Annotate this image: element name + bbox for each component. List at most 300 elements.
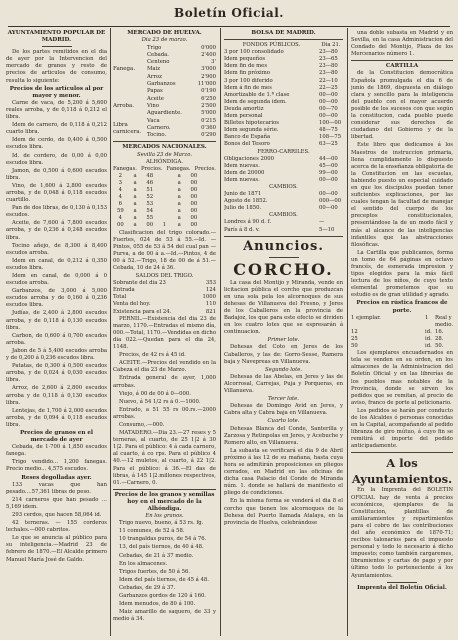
column-rule	[220, 28, 221, 636]
fondo-name: Junio de 1871	[224, 191, 262, 198]
grid-cell	[157, 208, 172, 215]
grid-row	[113, 208, 216, 215]
price-label: Aceite	[147, 95, 164, 102]
paragraph: Entrada general de ayer, 1,000 arrobas.	[113, 375, 216, 389]
price-row	[147, 52, 216, 59]
paragraph: una doble subasta en Madrid y en Sevilla, en la casa Administracion del Condado del Montijo, Plaza de los Mercenarios número 1.	[351, 30, 453, 58]
section-title: BOLSA DE MADRID.	[251, 30, 316, 36]
grid-cell: a	[133, 222, 137, 229]
paragraph: Pan de dos libras, de 0,130 á 0,153 escudos.	[6, 205, 107, 219]
paragraph: Cebadas, de 29 á 37.	[119, 584, 176, 591]
grid-row	[113, 215, 216, 222]
grid-cell: 1	[162, 222, 167, 229]
divider	[351, 60, 453, 61]
fondos-row	[224, 141, 343, 148]
grid-cell: 00	[190, 208, 198, 215]
price-label: Papas	[147, 87, 163, 94]
saldo-row	[113, 287, 216, 294]
fondo-name: 3 por 100 diferido	[224, 77, 273, 84]
paragraph: 42 terneras. — 155 corderos lechales.—000 cabritos.	[6, 520, 107, 534]
section-title: Precios de los granos y semillas hoy en el mercado de la Alhóndiga.	[114, 491, 215, 512]
divider	[224, 236, 343, 237]
paragraph: Idem en canal, de 0,212 á 0,350 escudos libra.	[6, 257, 107, 271]
price-category: Arroba.	[113, 102, 135, 109]
paragraph: PERNIL.—Existencia del dia 23 de marzo, 1170.—Entradas el mismo día, 000.—Total, 1170.—Vendidas en dicho dia 022.—Quedan para el dia 24, 1148.	[113, 315, 216, 351]
paragraph: Id. de cordero, de 0,00 á 0,00 escudos libra.	[6, 152, 107, 166]
price-label: Garbanzos	[147, 80, 176, 87]
column-cartilla	[351, 30, 453, 636]
column-mercados	[113, 30, 216, 636]
section-heading: Precios de los artículos al por mayor y menor.	[9, 85, 104, 99]
price-row	[351, 336, 453, 343]
price-row	[147, 125, 216, 132]
fondo-value: 99—00	[319, 169, 338, 176]
fondo-name: Idem fin próximo	[224, 70, 270, 77]
fondos-row	[224, 227, 343, 234]
price-row	[147, 103, 216, 110]
price-row	[351, 343, 453, 350]
price-label: Aguardiente.	[147, 110, 182, 117]
paragraph: Este libro que dedicamos á los Maestros de instruccion primaria, llena cumplidamente lo dispuesto acerca de la enseñanza obligatoria de la Constitucion en las escuelas, habiendo puesto un especial cuidado en que los discípulos puedan tener suficientes explicaciones, por las cuales tengan la facultad de manejar el sentido del cuerpo de los preceptos constitucionales, presentándose la de un modo fácil y más al alcance de las inteligencias infantiles que las abstracciones filosóficas.	[351, 142, 453, 248]
fondo-value: —	[319, 219, 325, 226]
paragraph: Dehesas de Domingo Avid en Jeres, y Cabra alta y Cabra baja en Villanueva.	[224, 403, 343, 417]
grid-cell: 00	[190, 215, 198, 222]
lote-heading: Segundo lote.	[264, 366, 303, 373]
fondo-value: 108—75	[319, 134, 342, 141]
grid-cell: 51	[146, 186, 154, 193]
grid-cell: a	[133, 172, 137, 179]
grid-cell: a	[133, 201, 137, 208]
price-label: Vaca	[147, 118, 160, 125]
fondo-name: Agosto de 1852.	[224, 198, 268, 205]
paragraph: ACEITE.—Precios del vendido en la Cabeza el dia 23 de Marzo.	[113, 360, 216, 374]
fondo-value: 00—00	[319, 91, 338, 98]
fondos-row	[224, 198, 343, 205]
grid-header	[113, 166, 216, 173]
subheading: En los granos.	[145, 513, 184, 520]
price-cell: id.	[425, 335, 432, 342]
paragraph: En los almacenes.	[119, 560, 168, 567]
grid-cell: 00	[190, 222, 198, 229]
header-cell: Precios.	[194, 165, 216, 172]
paragraph: Carne de vaca, de 5,200 á 5,600 reales arroba, y de 0,118 á 0,212 el libra.	[6, 99, 107, 121]
ayuntamientos-heading: A los Ayuntamientos.	[351, 456, 453, 487]
fondo-value: 44—00	[319, 155, 338, 162]
fondo-value: 45—00	[319, 162, 338, 169]
fondo-value: 00—00	[319, 113, 338, 120]
subheading: CAMBIOS.	[269, 183, 298, 190]
section-heading: Reses degolladas ayer.	[21, 474, 92, 481]
grid-cell: 00	[190, 194, 198, 201]
price-row	[147, 74, 216, 81]
grid-cell: a	[177, 208, 181, 215]
column-ayuntamiento	[6, 30, 107, 636]
fondo-name: 3 por 100 consolidado	[224, 49, 284, 56]
fondos-row	[224, 99, 343, 106]
paragraph: Trigo nuevo, bueno, á 53 rs. fg.	[119, 520, 204, 527]
paragraph: Idem de cerdo, de 0,400 á 0,500 escudos libra.	[6, 137, 107, 151]
price-label: Centeno	[147, 59, 170, 66]
grid-row	[113, 201, 216, 208]
fondo-name: Banco de España	[224, 134, 271, 141]
paragraph: Dehesas del Coto en Jeres de los Caballeros, y las de: Gorro-Sesse, Ramera baja y Navepreas en Villanueva.	[224, 344, 343, 365]
price-items	[147, 96, 216, 117]
grid-cell	[157, 180, 172, 187]
paragraph: Consumo,.—000.	[119, 421, 165, 428]
table-cell: 353	[205, 280, 216, 287]
divider	[224, 39, 343, 40]
price-label: Tocino.	[147, 132, 167, 139]
paragraph: Nuevo, á 54 1/2 rs á 0.—1000.	[119, 398, 201, 405]
section-heading: Precios en rústica francos de porte.	[356, 300, 448, 314]
price-cell: 1	[425, 314, 429, 321]
grid-cell: 55	[146, 215, 154, 222]
paragraph: Garbanzos gordos de 120 á 160.	[119, 593, 206, 600]
grid-cell: 4	[118, 215, 123, 222]
fondos-row	[224, 156, 343, 163]
fondos-row	[224, 134, 343, 141]
divider	[113, 489, 216, 490]
grid-cell: 46	[146, 179, 154, 186]
fondo-value: 23—80	[319, 70, 338, 77]
table-cell: Total	[113, 294, 127, 301]
paragraph: Trigo vendido... 1,200 fanegas. Precio medio... 4,575 escudos.	[6, 459, 107, 473]
grid-cell: 00	[190, 179, 198, 186]
grid-cell	[157, 215, 172, 222]
fondo-name: Londres á 90 d. f.	[224, 219, 272, 226]
grid-cell	[157, 173, 172, 180]
price-value: 0'290	[201, 132, 216, 139]
paragraph: La casa del Montijo y Miranda, vende en licitacion pública el corcho que produzcan en una sola pela los alcornoques de sus dehesas de Villanueva del Fresno, y Jeres de los Caballeros en la provincia de Badajoz, los que para este efecto se dividen en los cuatro lotes que se espresarán á continuacion.	[224, 279, 343, 336]
saldo-row	[113, 301, 216, 308]
paragraph: 293 cerdos, que hacen 58,064 id.	[12, 512, 102, 518]
price-value: 2'400	[201, 52, 216, 59]
fondo-name: París á 8 d. v.	[224, 226, 260, 233]
table-cell: Existencia para el 24.	[113, 308, 172, 315]
fondo-name: Idem á fin de mes	[224, 84, 272, 91]
column-bolsa-anuncios	[224, 30, 343, 636]
fondo-name: Idem nuevas.	[224, 176, 260, 183]
price-row	[147, 96, 216, 103]
fondos-row	[224, 191, 343, 198]
price-cell: 50.	[435, 343, 444, 350]
lote-heading: Tercer lote.	[268, 396, 299, 403]
table-cell: Venta del hoy.	[113, 301, 151, 308]
grid-row	[113, 180, 216, 187]
grid-cell: 00	[116, 222, 124, 229]
table-cell: Entrada	[113, 287, 135, 294]
price-label: Carnero.	[147, 125, 171, 132]
price-cell: 25	[351, 335, 358, 342]
grid-row	[113, 187, 216, 194]
paragraph: 214 carneros que han pesado ... 5,169 idem.	[6, 496, 107, 510]
grid-cell: a	[133, 194, 137, 201]
grid-cell: a	[133, 186, 137, 193]
fondos-row	[224, 85, 343, 92]
section-heading: Precios de granos en el mercado de ayer	[19, 429, 94, 444]
subheading: ALHÓNDIGA.	[145, 158, 184, 165]
price-cell: 50	[351, 343, 358, 350]
price-label: Arroz	[147, 73, 162, 80]
grid-cell: a	[177, 186, 181, 193]
price-value: 2'900	[201, 73, 216, 80]
grid-cell: a	[177, 222, 181, 229]
fondo-name: Obligaciones 2000	[224, 155, 274, 162]
paragraph: En la Imprenta del BOLETIN OFICIAL hay de venta á precios económicos, ejemplares de la Constitucion, plantillas de amillaramientos y repartimientos para el cobro de las contribuciones del año económico de 1870-71; recibos talonarios para el impuesto personal y todo lo necesario á dicho impuesto; como también cargaremes, libramientos y cartas de pago y por último todo lo perteneciente á los Ayuntamientos.	[351, 487, 453, 579]
grid-row	[113, 173, 216, 180]
paragraph: Los ejemplares encuadernados en tela se venden en su orden, en los almacenes de la Administracion del Boletín Oficial y en las librerías de los pueblos mas notables de la Provincia, donde se sirven los pedidos que se remitan, al precio de aviso, franco de porte al peticionario.	[351, 350, 453, 406]
paragraph: En la misma forma se venderá el dia 8 el corcho que tienen los alcornoques de la Dehesa del Puerto llamada Atalaya, en la provincia de Huelva, celebrándose	[224, 498, 343, 526]
paragraph: 10 trangaldas puros, de 54 á 76.	[119, 536, 207, 543]
price-row	[147, 132, 216, 139]
paragraph: La subasta se verificará el dia 9 de Abril próximo á las 12 de su mañana, hasta cuya hora se admitirán proposiciones en pliegos cerrados, en Madrid en las oficinas de dicha casa Palacio del Conde de Miranda núm. 1. donde se hallará de manifiesto el pliego de condiciones.	[224, 447, 343, 497]
paragraph: Entrado, a 51 55 rs 00.rs.—2000 arrobas.	[113, 406, 216, 420]
grid-cell: 00	[146, 222, 154, 229]
section-title: AYUNTAMIENTO POPULAR DE MADRID.	[7, 30, 106, 44]
grid-cell: 6	[118, 201, 123, 208]
fondo-name: Idem de segunda idem.	[224, 98, 287, 105]
grid-cell: 48	[146, 172, 154, 179]
paragraph: 133 vacas que han pesado....57,361 libras de peso.	[6, 481, 107, 495]
paragraph: Precios, de 42 rs á 45 id.	[119, 352, 186, 359]
corcho-heading: CORCHO.	[233, 259, 334, 279]
paragraph: Lo que se anuncia al público para su inteligencia.—Madrid 23 de febrero de 1870.—El Alcalde primero Manuel María José de Galdo.	[6, 535, 107, 563]
price-value: 3'000	[201, 66, 216, 73]
price-value: 0'000	[201, 45, 216, 52]
imprint: Imprenta del Boletín Oficial.	[357, 584, 447, 591]
paragraph: Dehesas Blanca del Conde, Santerilla y Zarzosa y Retinpolas en Jeres, y Acebuche y Romero alto, en Villanueva.	[224, 425, 343, 446]
paragraph: Viejo, á 00 de 00 á 0—000.	[119, 390, 191, 397]
price-row	[147, 110, 216, 117]
price-row	[351, 329, 453, 336]
price-cell: 28.	[435, 335, 444, 342]
price-label: Vino	[147, 102, 160, 109]
paragraph: 11 comunes, de 52 á 58.	[119, 528, 185, 535]
fondos-header	[224, 42, 343, 49]
fondo-name: Deuda amortiz	[224, 105, 264, 112]
masthead-rule	[8, 26, 450, 27]
price-value: 11'000	[197, 80, 216, 87]
price-value: 5'000	[201, 110, 216, 117]
grid-cell: 54	[146, 208, 154, 215]
grid-cell: a	[177, 201, 181, 208]
fondo-value: 00—00	[319, 205, 338, 212]
divider	[387, 582, 417, 583]
divider	[269, 257, 299, 258]
fondos-row	[224, 113, 343, 120]
lote-heading: Cuarto lote.	[267, 418, 300, 425]
price-category: Libra carnicera.	[113, 121, 142, 135]
section-title: CARTILLA	[385, 63, 419, 70]
section-title: MERCADO DE HUELVA.	[127, 30, 202, 36]
price-value: 2'500	[201, 102, 216, 109]
fondo-name: Julio de 1850.	[224, 205, 262, 212]
grid-row	[113, 194, 216, 201]
grid-cell	[157, 187, 172, 194]
paragraph: Arroz, de 2,600 á 2,800 escudos arroba y de 0,118 á 0,130 escudos libra.	[6, 385, 107, 406]
price-cell: 1 ejemplar.	[351, 314, 381, 321]
subheading: CAMBIOS.	[269, 212, 298, 219]
price-cell: id.	[425, 343, 432, 350]
grid-cell: 2	[118, 172, 123, 179]
paragraph: Garbanzos, de 3,000 á 5,000 escudos arroba y de 0,160 á 0,236 escudos libra.	[6, 288, 107, 309]
fondo-name: Idem segunda série.	[224, 127, 279, 134]
subheading: SALDOS DEL TRIGO.	[135, 273, 194, 280]
paragraph: MATADERO.—Dia 23.—27 reses y 5 terneras, al cuarto, de 25 1|2 á 30 1|2. Para el público: 4 á cada carnero, al cuarto, á co rps. Para el público 4 40.—12 muletos, al cuarto, á 22 1|2. Para el público: á 36.—El das de libras, á 145 1|2.millones respectivos, 01.—Carnero, 0.	[113, 430, 216, 486]
price-label: Trigo	[147, 45, 162, 52]
grid-cell: 00	[190, 186, 198, 193]
fondos-row	[224, 92, 343, 99]
paragraph: Trigos fuertes, de 50 á 56.	[119, 568, 191, 575]
fondo-name: Bonos del Tesoro	[224, 141, 270, 148]
paragraph: Cebadas, de 21 á 37 medio.	[119, 552, 194, 559]
fondo-value: 63—25	[319, 141, 338, 148]
header-cell: Precios.	[141, 165, 163, 172]
paragraph: Dehesas de las Abelas, en Jeres y las de Alcorrosal, Carrejas, Puja y Porqueras, en Villanueva.	[224, 373, 343, 395]
price-value: 0'360	[201, 125, 216, 132]
grid-row	[113, 222, 216, 229]
paragraph: Aceite, de 7,600 á 7,800 escudos arroba, y de 0,236 á 0,248 escudos libra.	[6, 220, 107, 241]
column-rule	[110, 28, 111, 636]
paragraph: Vino, de 1,600 á 2,800 escudos arroba, y de 0,048 á 0,118 escudos cuartillo.	[6, 182, 107, 204]
price-value: 6'250	[201, 95, 216, 102]
header-cell: FONDOS PÚBLICOS.	[242, 42, 301, 49]
paragraph: Clasificacion del trigo colorado.—Fuertes, 024 de 53 á 55.—Id. — Pintos, 055 de 53 á 54 del cual pan —Purva, a de 00 á a.—Id.—Pintos, 4 de 00 á 52.—Trigo, 18 de 00 de á 51.—Cebada, 10 de 24 á 36.	[113, 229, 216, 271]
price-items	[147, 45, 216, 95]
paragraph: Jabon de 5 á 5,400 escudos arroba y de 0,200 á 0,236 escudos libra.	[6, 347, 107, 362]
header-cell: Fanegas.	[113, 165, 137, 172]
table-cell: 124	[205, 287, 216, 294]
fondo-value: 00—00	[319, 191, 338, 198]
grid-cell: a	[133, 179, 137, 186]
saldo-row	[113, 309, 216, 316]
grid-cell: a	[177, 215, 181, 222]
section-title: MERCADOS NACIONALES.	[122, 144, 207, 151]
fondo-value: 22—10	[319, 77, 338, 84]
paragraph: Jamon, de 0,500 á 0,600 escudos libra.	[6, 167, 107, 181]
price-value: 3'	[211, 59, 216, 66]
grid-cell: a	[133, 215, 137, 222]
fondo-value: 23—80	[319, 49, 338, 56]
fondos-row	[224, 170, 343, 177]
price-category: Fanega.	[113, 66, 136, 73]
grid-cell: 52	[146, 194, 154, 201]
price-label: Cebada.	[147, 52, 169, 59]
fondo-value: 00—00	[319, 98, 338, 105]
fondos-row	[224, 78, 343, 85]
paragraph: Tocino añejo, de 8,300 á 8,400 escudos arroba.	[6, 242, 107, 256]
price-row	[147, 81, 216, 88]
paragraph: Patatas, de 0,300 á 0,500 escudos arroba, y de 0,024 á 0,030 escudos libra.	[6, 363, 107, 384]
fondos-row	[224, 177, 343, 184]
paragraph: de la Constitucion democrática Española promulgada el dia 6 de junio de 1869, dispuesta en diálogo clara y sencillo para la inteligencia del pueblo con el mayor acuerdo posible de los sucesos con que según la constitucion, cada pueblo puede considerar sus derechos de ciudadano del Gobierno y de la libertad.	[351, 70, 453, 141]
grid-cell: a	[133, 208, 137, 215]
fondo-name: Idem pequeños	[224, 56, 266, 63]
grid-cell: a	[177, 194, 181, 201]
lote-heading: Primer lote.	[267, 337, 300, 344]
fondo-name: Idem nuevas.	[224, 162, 260, 169]
fondo-value: 23—65	[319, 56, 338, 63]
fondo-value: 22—25	[319, 84, 338, 91]
date-line: Dia 23 de marzo.	[141, 37, 188, 44]
table-cell: 110	[205, 301, 216, 308]
fondo-name: Idem fin de mes	[224, 63, 268, 70]
fondo-name: Idem personal	[224, 113, 263, 120]
grid-cell: 4	[118, 186, 123, 193]
fondo-value: 48—75	[319, 127, 338, 134]
grid-cell	[157, 194, 172, 201]
price-label: Maiz	[147, 66, 161, 73]
price-cell: 16.	[435, 328, 444, 335]
fondos-row	[224, 163, 343, 170]
grid-cell: 3	[118, 179, 123, 186]
fondos-row	[224, 56, 343, 63]
anuncios-heading: Anuncios.	[243, 238, 324, 254]
column-rule	[347, 28, 348, 636]
fondo-name: Idem de 20000	[224, 169, 265, 176]
price-row	[147, 118, 216, 125]
fondos-row	[224, 106, 343, 113]
paragraph: Judías, de 2,400 á 2,800 escudos arroba, y de 0,118 á 0,130 escudos libra.	[6, 310, 107, 331]
price-row	[147, 59, 216, 66]
fondo-value: 00—70	[319, 105, 338, 112]
fondo-value: 00—00	[319, 176, 338, 183]
table-cell: 1000	[202, 294, 216, 301]
fondos-row	[224, 219, 343, 226]
divider	[113, 141, 216, 142]
paragraph: De los partes remitidos en el dia de ayer por la Intervencion del mercado de granos y resto de precios de articulos de consumo, resulta lo siguiente:	[6, 49, 107, 84]
paragraph: Cebada, de 1·700 á 1,850 escudos fanega.	[6, 444, 107, 458]
price-value: 0'190	[201, 87, 216, 94]
grid-cell: 00	[190, 172, 198, 179]
fondo-value: 000—00	[319, 198, 342, 205]
paragraph: 13, del país tiernos, de 40 á 48.	[119, 544, 204, 551]
grid-cell: 4	[118, 194, 123, 201]
grid-cell	[157, 201, 172, 208]
fondo-value: 23—80	[319, 63, 338, 70]
paragraph: Idem de carnero, de 0,118 á 0,212 cuarto libra.	[6, 122, 107, 136]
price-cell: Real y medio.	[435, 314, 453, 328]
table-cell: Sobrante del dia 23	[113, 280, 166, 287]
price-row	[147, 45, 216, 52]
paragraph: Idem menudos, de 80 á 100.	[119, 601, 196, 608]
fondo-name: Billetes hipotecarios	[224, 120, 279, 127]
paragraph: Carbon, de 0,600 á 0,700 escudos arroba.	[6, 332, 107, 346]
price-group	[113, 96, 216, 117]
price-cell: id.	[425, 328, 432, 335]
saldo-row	[113, 280, 216, 287]
fondo-value: 100—00	[319, 120, 342, 127]
fondo-value: 5—10	[319, 226, 335, 233]
saldo-row	[113, 294, 216, 301]
paragraph: La Cartilla que publicamos, forma un tomo de 64 páginas en octavo francés, de esmerada impresion y tipos elegidos para la más fácil lectura de los niños, de cuyo texto elemental prometemos que su estudio es de gran utilidad y agrado.	[351, 249, 453, 299]
fondos-row	[224, 70, 343, 77]
grid-cell: 00	[190, 201, 198, 208]
paragraph: Idem del país tiernos, de 45 á 48.	[119, 576, 209, 583]
subheading: FERRO-CARRILES.	[257, 148, 310, 155]
divider	[42, 46, 72, 47]
date-line: Sevilla 23 de Marzo.	[137, 151, 192, 158]
price-group	[113, 118, 216, 139]
paragraph: Los pedidos se harán por conducto de los Alcaldes ó personas conocidas en la Capital, acompañando al pedido libranza de giro mútuo, á cuyo fin se remitirá el importe del pedido anticipadamente.	[351, 407, 453, 450]
header-cell: Fanegas.	[166, 165, 191, 172]
price-row	[147, 66, 216, 73]
grid-cell: a	[177, 179, 181, 186]
grid-cell: a	[177, 172, 181, 179]
fondo-name: Amortizable de 1.ª clase	[224, 91, 290, 98]
divider	[351, 452, 453, 453]
masthead: Boletín Oficial.	[174, 6, 284, 20]
